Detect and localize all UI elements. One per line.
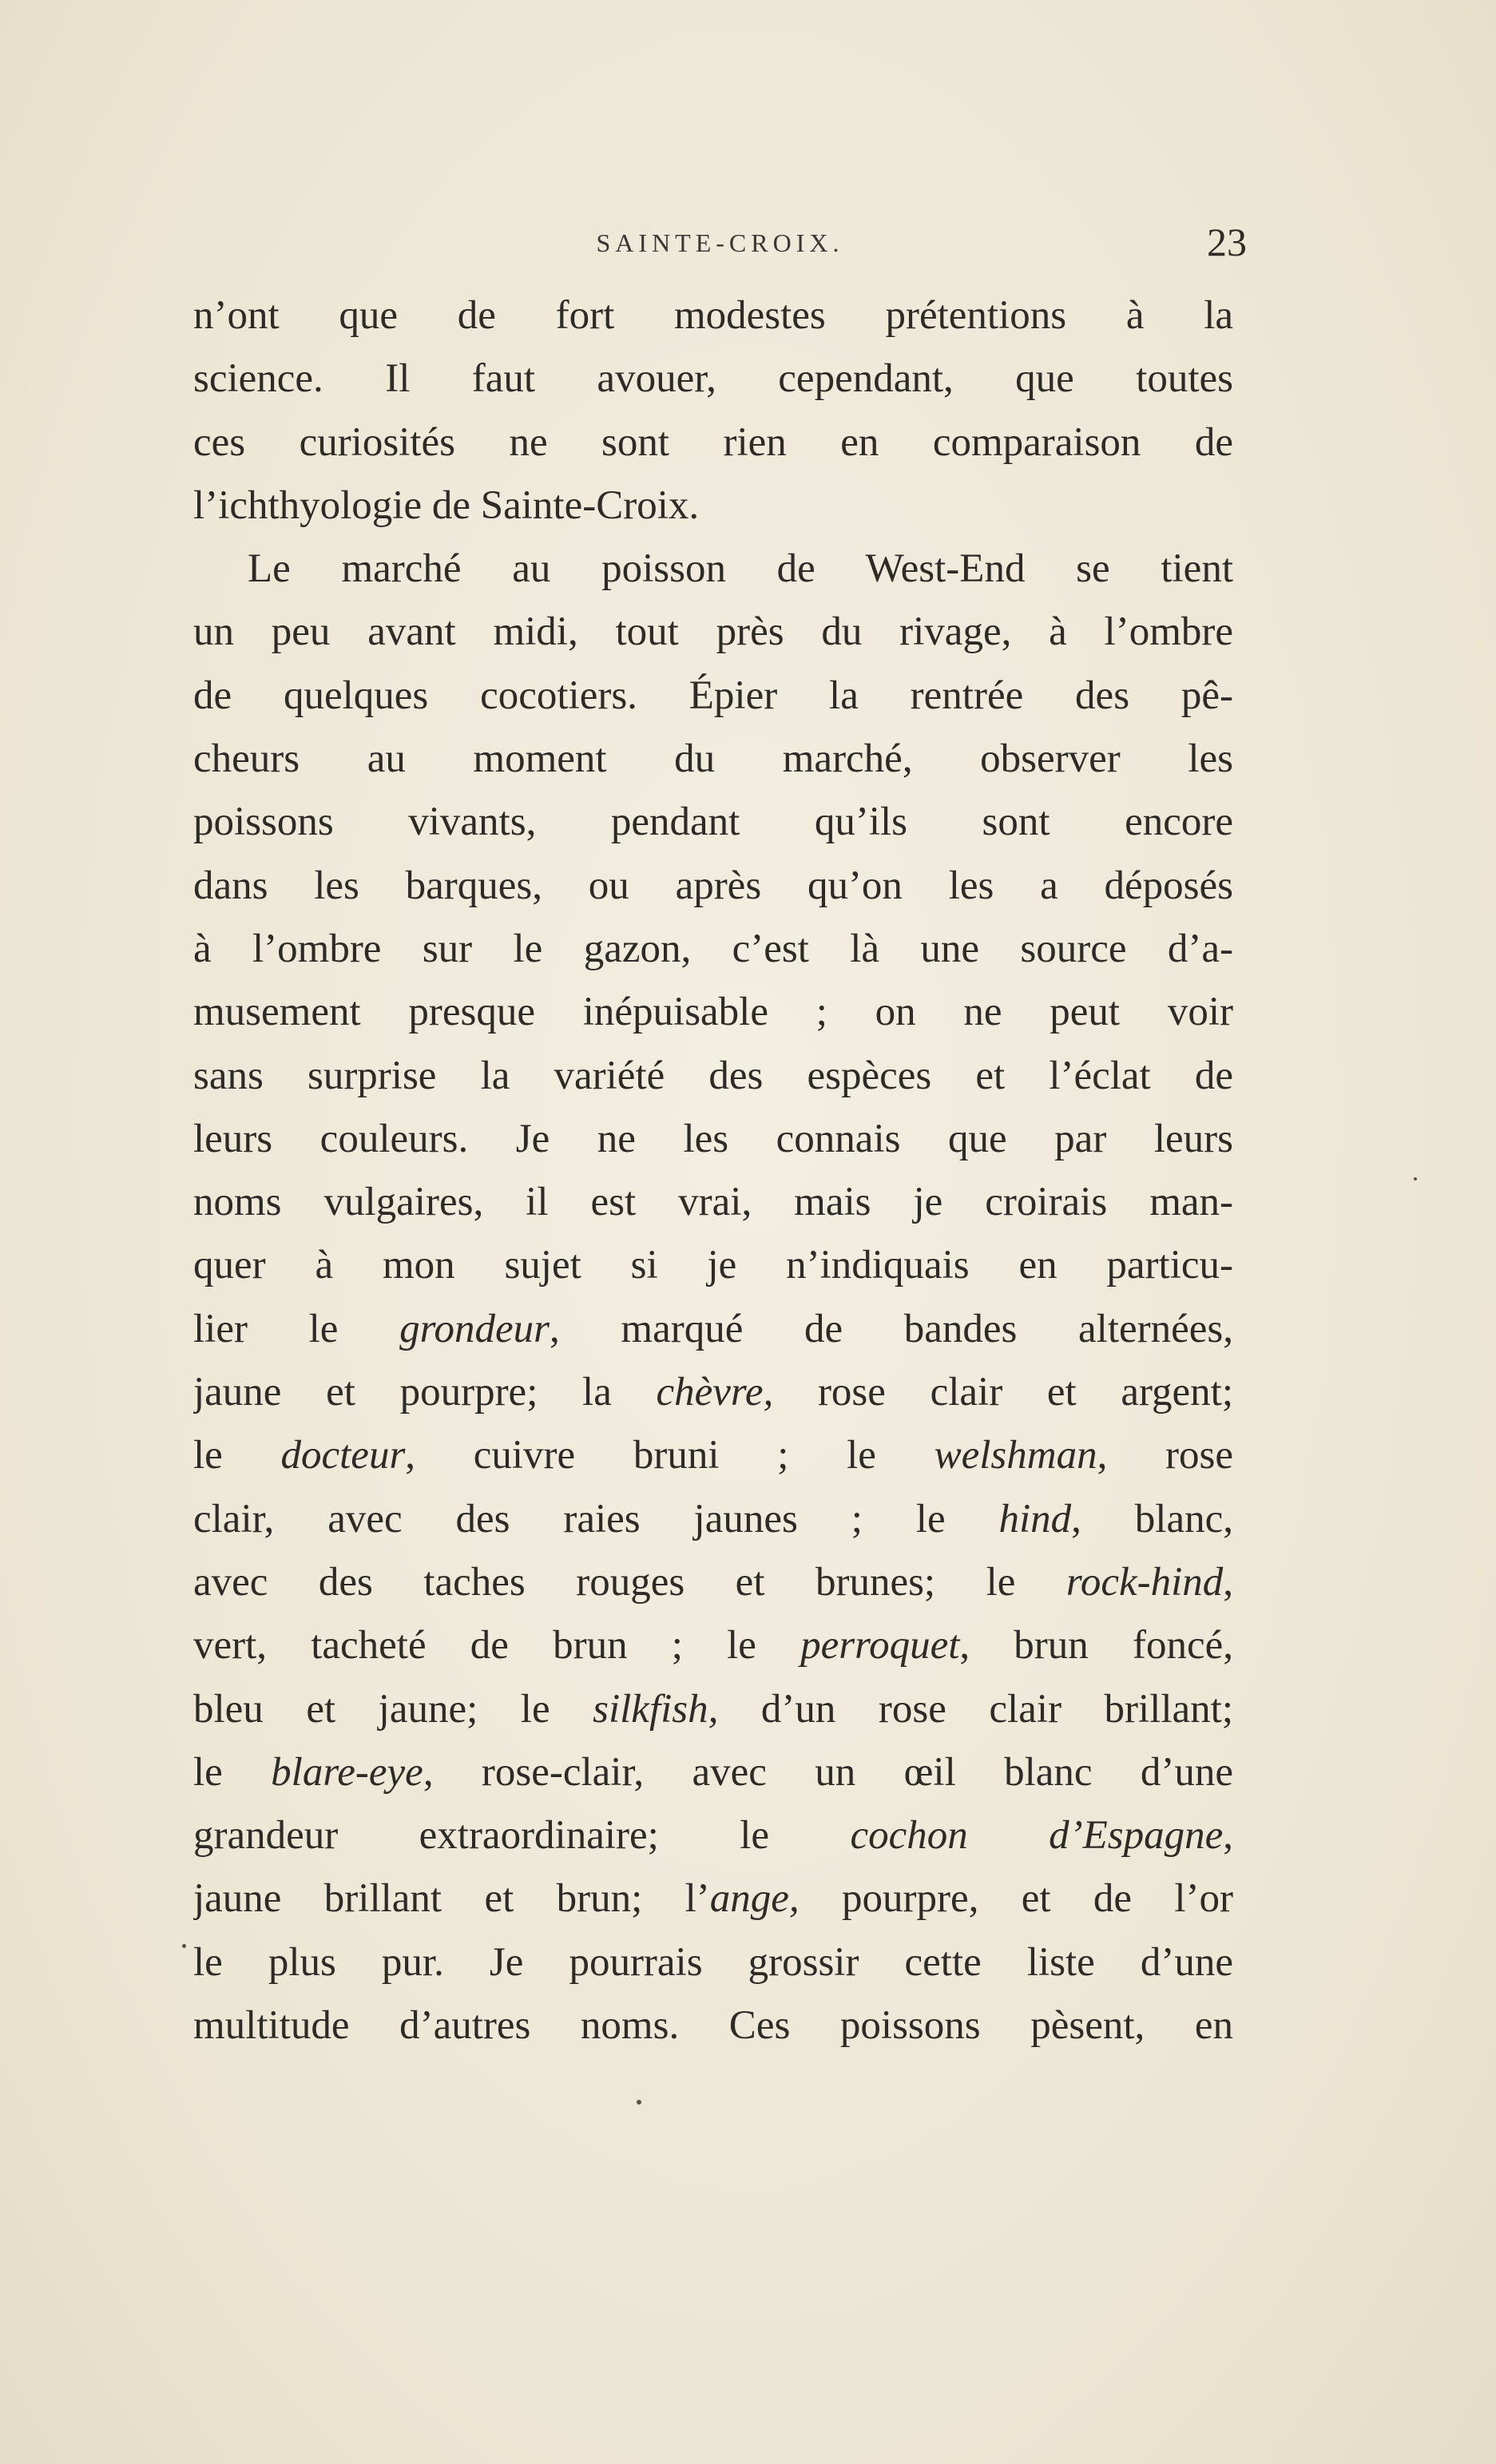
text-line: [193, 1551, 1233, 1614]
text-run: clair, avec des raies jaunes ; le: [193, 1496, 999, 1541]
text-line: noms vulgaires, il est vrai, mais je croirais man-: [193, 1180, 1233, 1225]
text-run: grandeur extraordinaire; le: [193, 1813, 851, 1859]
running-head: SAINTE-CROIX.: [596, 228, 844, 257]
text-line: sans surprise la variété des espèces et l’éclat de: [193, 1053, 1233, 1098]
text-run: , marqué de bandes alternées,: [550, 1306, 1233, 1351]
page-number: 23: [1207, 220, 1247, 264]
paper-speck: [1414, 1177, 1417, 1180]
text-run: , rose: [1097, 1433, 1233, 1478]
text-run: bleu et jaune; le: [193, 1686, 593, 1732]
text-line: poissons vivants, pendant qu’ils sont encore: [193, 800, 1233, 845]
text-line: le plus pur. Je pourrais grossir cette liste d’une: [193, 1939, 1233, 1985]
text-run: jaune et pourpre; la: [193, 1370, 657, 1415]
text-run: ,: [1223, 1559, 1233, 1605]
text-line: [193, 1614, 1233, 1677]
fish-name: rock-hind: [1065, 1559, 1224, 1605]
text-line: quer à mon sujet si je n’indiquais en particu-: [193, 1243, 1233, 1288]
text-run: lier le: [193, 1306, 400, 1351]
text-line: cheurs au moment du marché, observer les: [193, 736, 1233, 782]
text-run: le: [193, 1749, 272, 1795]
text-run: pourpre, et de l’or: [799, 1876, 1233, 1922]
text-line: [193, 1804, 1233, 1867]
fish-name: welshman: [934, 1433, 1097, 1478]
page-header: [193, 216, 1247, 272]
paper-speck: [182, 1944, 186, 1948]
fish-name: grondeur: [399, 1306, 550, 1351]
text-line: n’ont que de fort modestes prétentions à la: [193, 293, 1233, 338]
text-run: rose clair et argent;: [773, 1370, 1233, 1415]
text-line: ces curiosités ne sont rien en comparaison de: [193, 419, 1233, 465]
text-line: de quelques cocotiers. Épier la rentrée des pê-: [193, 673, 1233, 718]
text-line: science. Il faut avouer, cependant, que toutes: [193, 356, 1233, 402]
fish-name: hind: [998, 1496, 1072, 1541]
text-line: multitude d’autres noms. Ces poissons pèsent, en: [193, 2003, 1233, 2049]
paragraph-start-line: Le marché au poisson de West-End se tient: [248, 546, 1233, 592]
text-run: d’un rose clair brillant;: [718, 1686, 1233, 1732]
text-line: [193, 1488, 1233, 1551]
fish-name: cochon d’Espagne: [850, 1813, 1224, 1859]
text-run: le: [193, 1433, 281, 1478]
fish-name: chèvre,: [656, 1370, 774, 1415]
text-line: [193, 1678, 1233, 1741]
text-line: à l’ombre sur le gazon, c’est là une source d’a-: [193, 926, 1233, 971]
text-line: musement presque inépuisable ; on ne peut voir: [193, 990, 1233, 1035]
text-line: leurs couleurs. Je ne les connais que par leurs: [193, 1116, 1233, 1161]
fish-name: ange,: [709, 1876, 800, 1922]
fish-name: docteur: [280, 1433, 406, 1478]
fish-name: perroquet: [800, 1623, 960, 1668]
text-line: [193, 1867, 1233, 1930]
text-run: ,: [1223, 1813, 1233, 1859]
text-run: vert, tacheté de brun ; le: [193, 1623, 801, 1668]
text-run: , brun foncé,: [959, 1623, 1233, 1668]
text-run: avec des taches rouges et brunes; le: [193, 1559, 1066, 1605]
fish-name: blare-eye: [271, 1749, 423, 1795]
body-text: [193, 284, 1233, 2057]
text-line: [193, 1741, 1233, 1804]
fish-name: silkfish,: [593, 1686, 719, 1732]
text-line: dans les barques, ou après qu’on les a déposés: [193, 863, 1233, 908]
paper-speck: [637, 2100, 641, 2105]
text-line: [193, 1424, 1233, 1487]
text-line: [193, 1361, 1233, 1424]
text-run: , rose-clair, avec un œil blanc d’une: [423, 1749, 1233, 1795]
text-line: [193, 1298, 1233, 1361]
text-line: un peu avant midi, tout près du rivage, à l’ombre: [193, 609, 1233, 655]
text-line: l’ichthyologie de Sainte-Croix.: [193, 482, 700, 528]
text-run: jaune brillant et brun; l’: [193, 1876, 710, 1922]
text-run: , blanc,: [1071, 1496, 1233, 1541]
text-run: , cuivre bruni ; le: [405, 1433, 935, 1478]
